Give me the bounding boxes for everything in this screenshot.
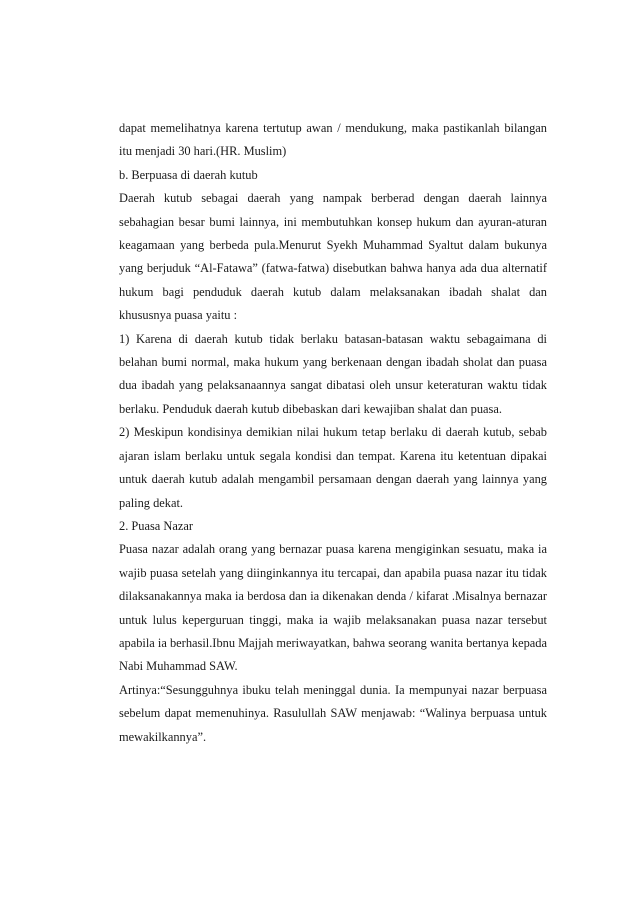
section-heading-nazar-fasting: 2. Puasa Nazar [119, 518, 193, 533]
paragraph-hadith-meaning: Artinya:“Sesungguhnya ibuku telah meninggal dunia. Ia mempunyai nazar berpuasa sebelum dapat memenuhinya. Rasulullah SAW menjawab: “Walinya berpuasa untuk mewakilkannya”. [119, 682, 547, 744]
paragraph-nazar: Puasa nazar adalah orang yang bernazar puasa karena mengiginkan sesuatu, maka ia wajib puasa setelah yang diinginkannya itu tercapai, dan apabila puasa nazar itu tidak dilaksanakannya maka ia berdosa dan ia dikenakan denda / kifarat .Misalnya bernazar untuk lulus keperguruan tinggi, maka ia wajib melaksanakan puasa nazar tersebut apabila ia berhasil.Ibnu Majjah meriwayatkan, bahwa seorang wanita bertanya kepada Nabi Muhammad SAW. [119, 542, 547, 674]
paragraph-continuation: dapat memelihatnya karena tertutup awan / mendukung, maka pastikanlah bilangan itu menjadi 30 hari.(HR. Muslim) [119, 121, 547, 159]
paragraph-polar-regions: Daerah kutub sebagai daerah yang nampak berberad dengan daerah lainnya sebahagian besar bumi lainnya, ini membutuhkan konsep hukum dan ayuran-aturan keagamaan yang berbeda pula.Menurut Syekh Muhammad Syaltut dalam bukunya yang berjuduk “Al-Fatawa” (fatwa-fatwa) disebutkan bahwa hanya ada dua alternatif hukum bagi penduduk daerah kutub dalam melaksanakan ibadah shalat dan khususnya puasa yaitu : [119, 191, 547, 323]
section-heading-polar-fasting: b. Berpuasa di daerah kutub [119, 167, 258, 182]
document-page [119, 117, 547, 749]
paragraph-point-2: 2) Meskipun kondisinya demikian nilai hukum tetap berlaku di daerah kutub, sebab ajaran islam berlaku untuk segala kondisi dan tempat. Karena itu ketentuan dipakai untuk daerah kutub adalah mengambil persamaan dengan daerah yang lainnya yang paling dekat. [119, 425, 547, 510]
paragraph-point-1: 1) Karena di daerah kutub tidak berlaku batasan-batasan waktu sebagaimana di belahan bumi normal, maka hukum yang berkenaan dengan ibadah sholat dan puasa dua ibadah yang pelaksanaannya sangat dibatasi oleh unsur keteraturan waktu tidak berlaku. Penduduk daerah kutub dibebaskan dari kewajiban shalat dan puasa. [119, 331, 547, 416]
